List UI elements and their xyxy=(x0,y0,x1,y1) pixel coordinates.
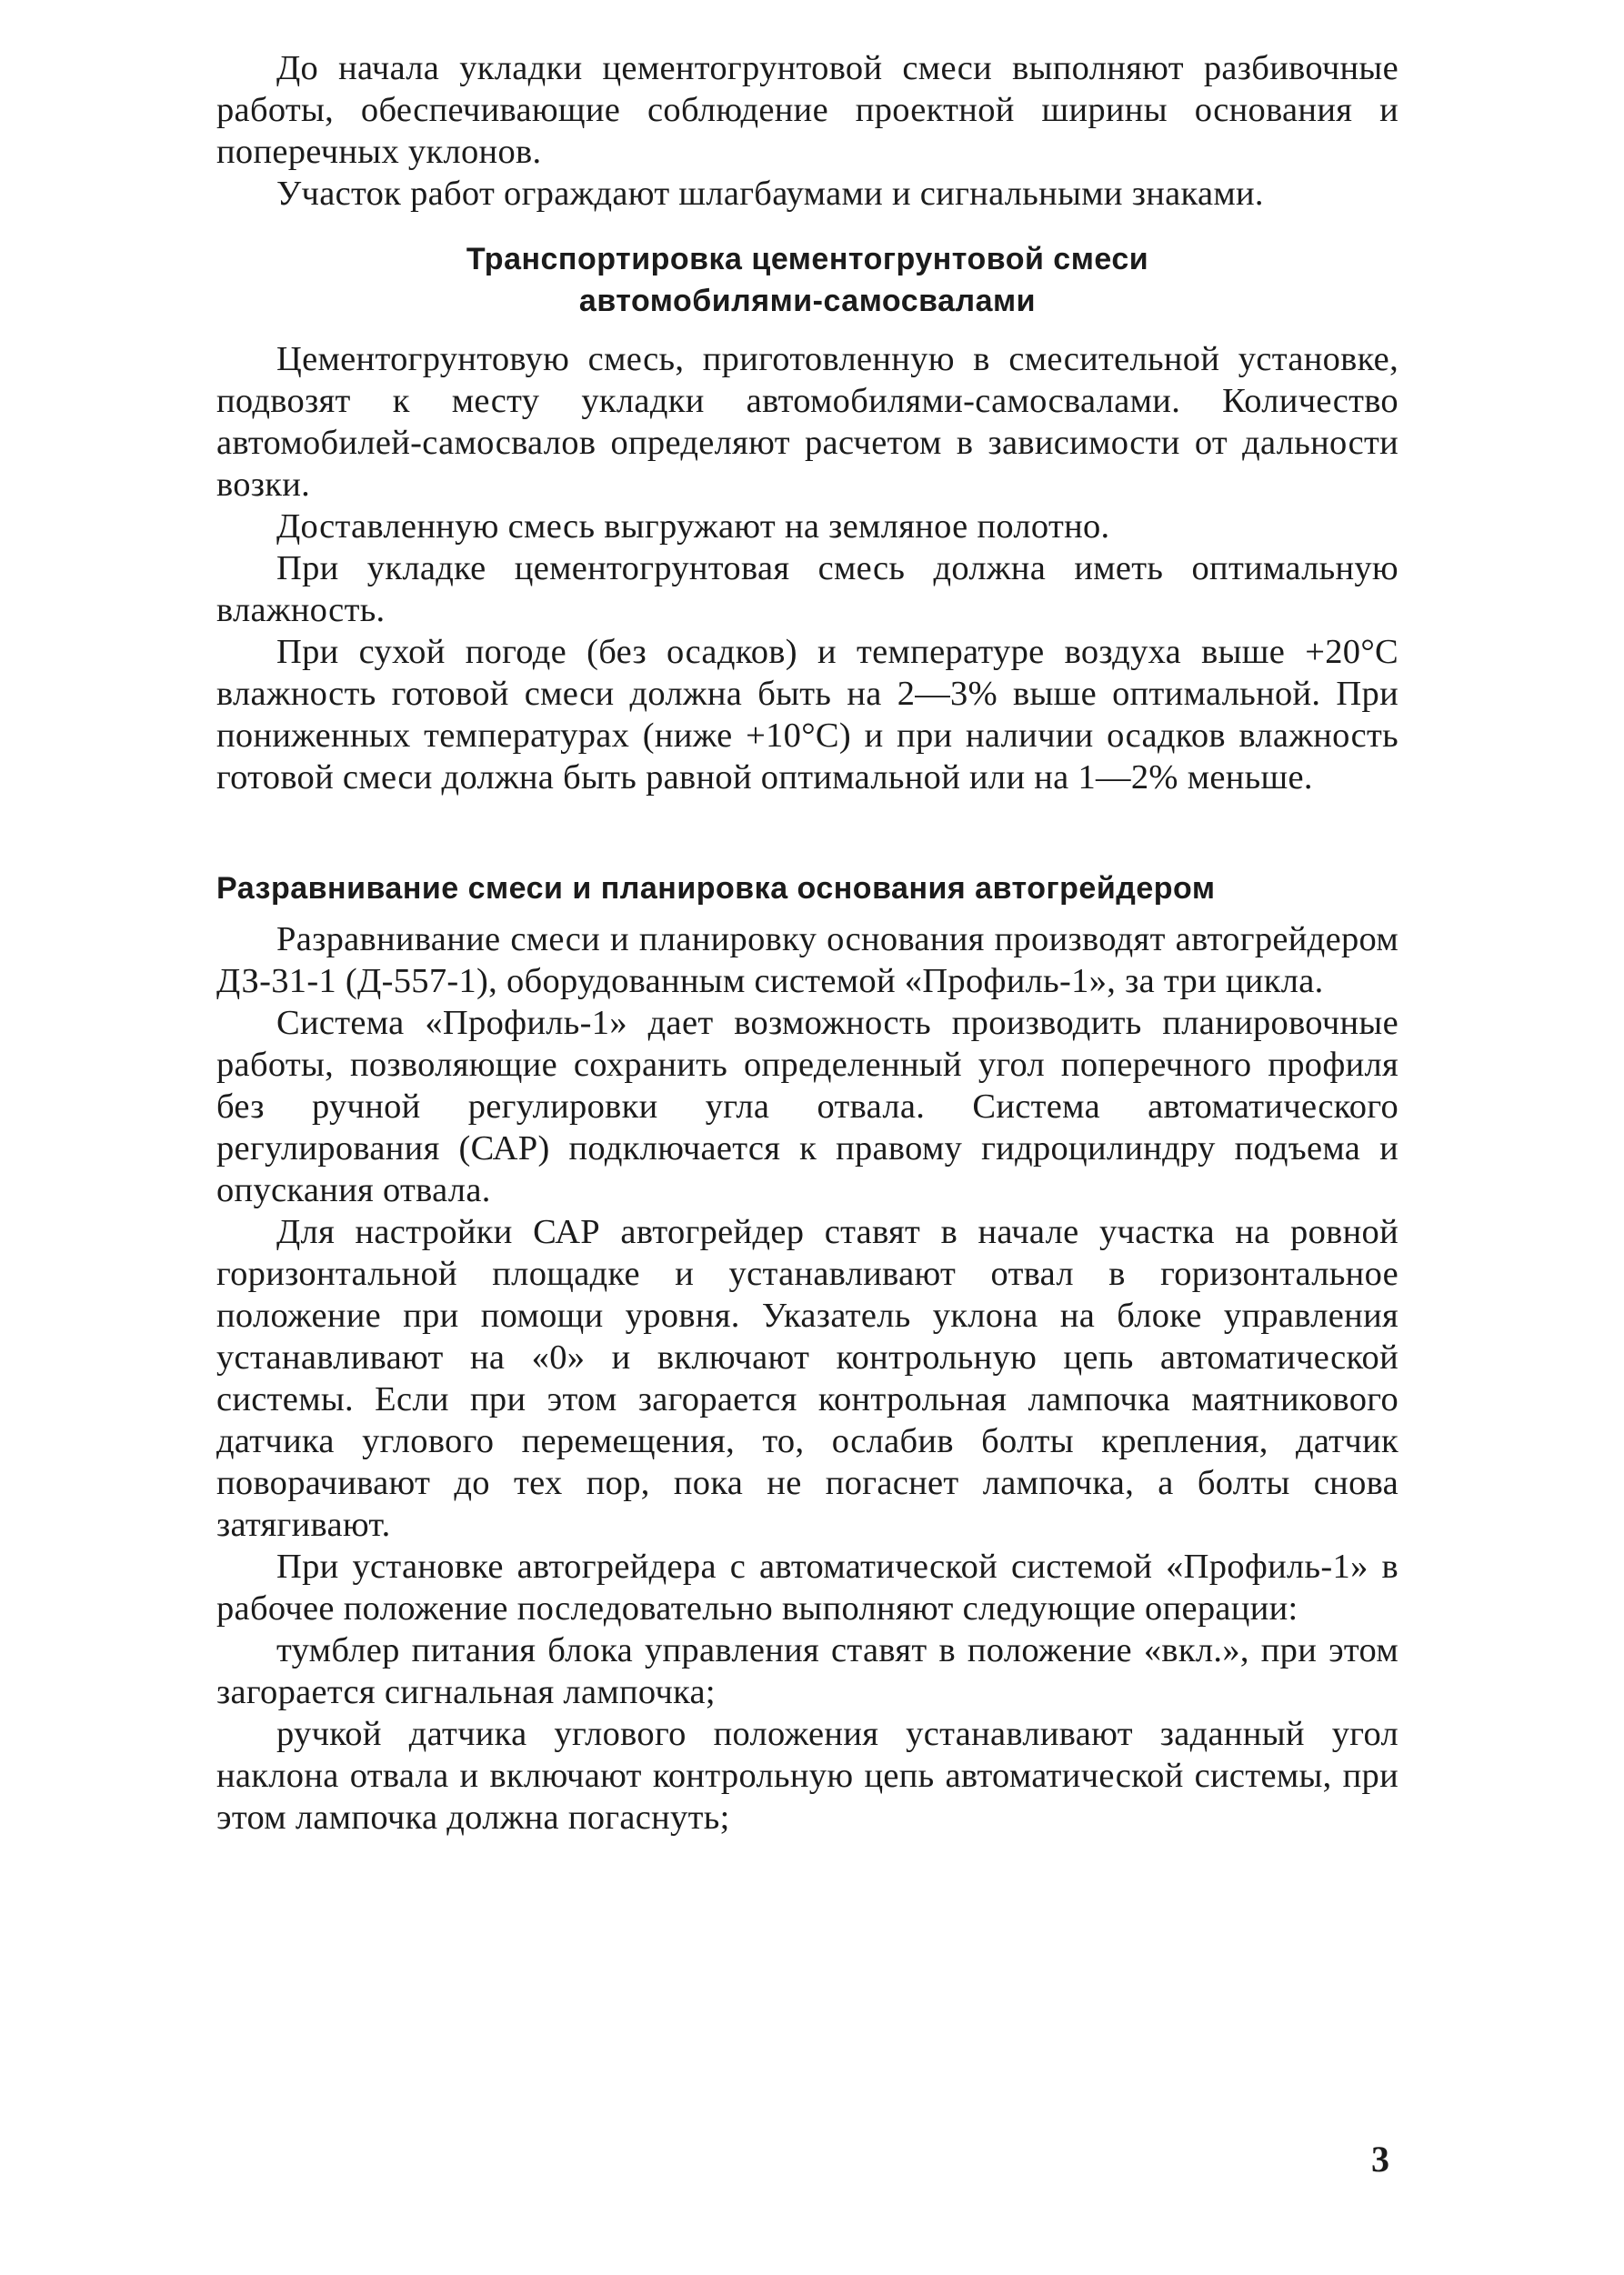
section-1-paragraph-1: Цементогрунтовую смесь, приготовленную в смесительной установке, подвозят к месту укладки автомобилями-самосвалами. Количество автомобилей-самосвалов определяют расчетом в зависимости от дальности возки. xyxy=(216,340,1398,504)
section-2-heading: Разравнивание смеси и планировка основания автогрейдером xyxy=(216,871,1216,906)
section-2-paragraph-2: Система «Профиль-1» дает возможность производить планировочные работы, позволяющие сохранить определенный угол поперечного профиля без ручной регулировки угла отвала. Система автоматического регулирования (САР) подключается к правому гидроцилиндру подъема и опускания отвала. xyxy=(216,1004,1398,1209)
section-2-paragraph-1: Разравнивание смеси и планировку основания производят автогрейдером ДЗ-31-1 (Д-557-1), оборудованным системой «Профиль-1», за три цикла. xyxy=(216,920,1398,1000)
section-2-paragraph-6: ручкой датчика углового положения устанавливают заданный угол наклона отвала и включают контрольную цепь автоматической системы, при этом лампочка должна погаснуть; xyxy=(216,1715,1398,1837)
section-1-heading xyxy=(216,238,1398,322)
section-1-title-line-1: Транспортировка цементогрунтовой смеси xyxy=(466,242,1149,276)
intro-paragraph-2: Участок работ ограждают шлагбаумами и сигнальными знаками. xyxy=(276,175,1264,213)
section-1-paragraph-2: Доставленную смесь выгружают на земляное полотно. xyxy=(276,507,1110,546)
section-1-title-line-2: автомобилями-самосвалами xyxy=(578,284,1037,318)
intro-paragraph-1: До начала укладки цементогрунтовой смеси выполняют разбивочные работы, обеспечивающие соблюдение проектной ширины основания и поперечных уклонов. xyxy=(216,49,1398,171)
page-number: 3 xyxy=(1371,2139,1389,2180)
page-body xyxy=(216,47,1398,1839)
section-1-paragraph-4: При сухой погоде (без осадков) и температуре воздуха выше +20°С влажность готовой смеси должна быть на 2—3% выше оптимальной. При пониженных температурах (ниже +10°С) и при наличии осадков влажность готовой смеси должна быть равной оптимальной или на 1—2% меньше. xyxy=(216,633,1398,797)
section-2-paragraph-5: тумблер питания блока управления ставят в положение «вкл.», при этом загорается сигнальная лампочка; xyxy=(216,1631,1398,1711)
section-2-paragraph-3: Для настройки САР автогрейдер ставят в начале участка на ровной горизонтальной площадке и устанавливают отвал в горизонтальное положение при помощи уровня. Указатель уклона на блоке управления устанавливают на «0» и включают контрольную цепь автоматической системы. Если при этом загорается контрольная лампочка маятникового датчика углового перемещения, то, ослабив болты крепления, датчик поворачивают до тех пор, пока не погаснет лампочка, а болты снова затягивают. xyxy=(216,1213,1398,1544)
section-1-paragraph-3: При укладке цементогрунтовая смесь должна иметь оптимальную влажность. xyxy=(216,549,1398,629)
section-2-paragraph-4: При установке автогрейдера с автоматической системой «Профиль-1» в рабочее положение последовательно выполняют следующие операции: xyxy=(216,1548,1398,1628)
